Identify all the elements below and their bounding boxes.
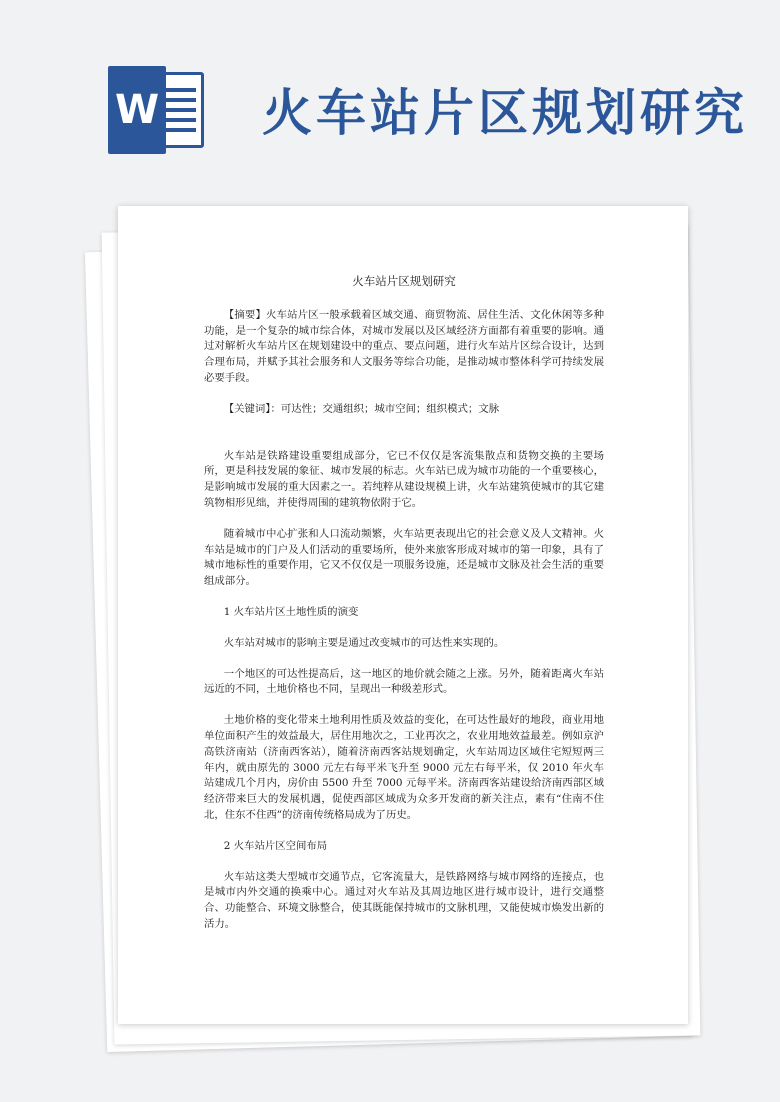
section-heading: 1 火车站片区土地性质的演变 [223,605,359,618]
section-heading: 2 火车站片区空间布局 [223,839,328,852]
body-paragraph: 火车站是铁路建设重要组成部分，它已不仅仅是客流集散点和货物交换的主要场所，更是科技发展的象征、城市发展的标志。火车站已成为城市功能的一个重要核心，是影响城市发展的重大因素之一。若纯粹从建设规模上讲，火车站建筑使城市的其它建筑物相形见绌，并使得周围的建筑物依附于它。 [204,449,604,509]
body-paragraph: 一个地区的可达性提高后，这一地区的地价就会随之上涨。另外，随着距离火车站远近的不同，土地价格也不同，呈现出一种级差形式。 [204,667,604,696]
body-paragraph: 随着城市中心扩张和人口流动频繁，火车站更表现出它的社会意义及人文精神。火车站是城市的门户及人们活动的重要场所，使外来旅客形成对城市的第一印象，具有了城市地标性的重要作用，它又不仅仅是一项服务设施，还是城市文脉及社会生活的重要组成部分。 [204,527,604,588]
document-page [118,206,688,1024]
word-icon-letter: W [108,66,166,154]
spacer [204,433,604,449]
document-content [204,274,604,948]
word-document-icon [108,66,204,154]
body-paragraph: 火车站这类大型城市交通节点，它客流量大，是铁路网络与城市网络的连接点，也是城市内外交通的换乘中心。通过对火车站及其周边地区进行城市设计，进行交通整合、功能整合、环境文脉整合，使其既能保持城市的文脉机理，又能使城市焕发出新的活力。 [204,870,604,930]
document-title: 火车站片区规划研究 [352,274,456,288]
banner-title: 火车站片区规划研究 [262,84,748,142]
header-banner [0,0,780,190]
body-paragraph: 火车站对城市的影响主要是通过改变城市的可达性来实现的。 [223,636,505,649]
abstract-paragraph: 【摘要】火车站片区一般承载着区域交通、商贸物流、居住生活、文化休闲等多种功能，是一个复杂的城市综合体，对城市发展以及区域经济方面都有着重要的影响。通过对解析火车站片区在规划建设中的重点、要点问题，进行火车站片区综合设计，达到合理布局，并赋予其社会服务和人文服务等综合功能，是推动城市整体科学可持续发展必要手段。 [204,308,604,384]
body-paragraph: 土地价格的变化带来土地利用性质及效益的变化，在可达性最好的地段，商业用地单位面积产生的效益最大，居住用地次之，工业再次之，农业用地效益最差。例如京沪高铁济南站（济南西客站），随着济南西客站规划确定，火车站周边区域住宅短短两三年内，就由原先的 3000 元左右每平米飞升至 9000 元左右每平米，仅 2010 年火车站建成几个月内，房价由 5500 升至 7000 元每平米。济南西客站建设给济南西部区域经济带来巨大的发展机遇，促使西部区域成为众多开发商的新关注点，素有“住南不住北，住东不住西”的济南传统格局成为了历史。 [204,714,604,821]
keywords-paragraph: 【关键词】：可达性；交通组织；城市空间；组织模式；文脉 [223,402,500,415]
